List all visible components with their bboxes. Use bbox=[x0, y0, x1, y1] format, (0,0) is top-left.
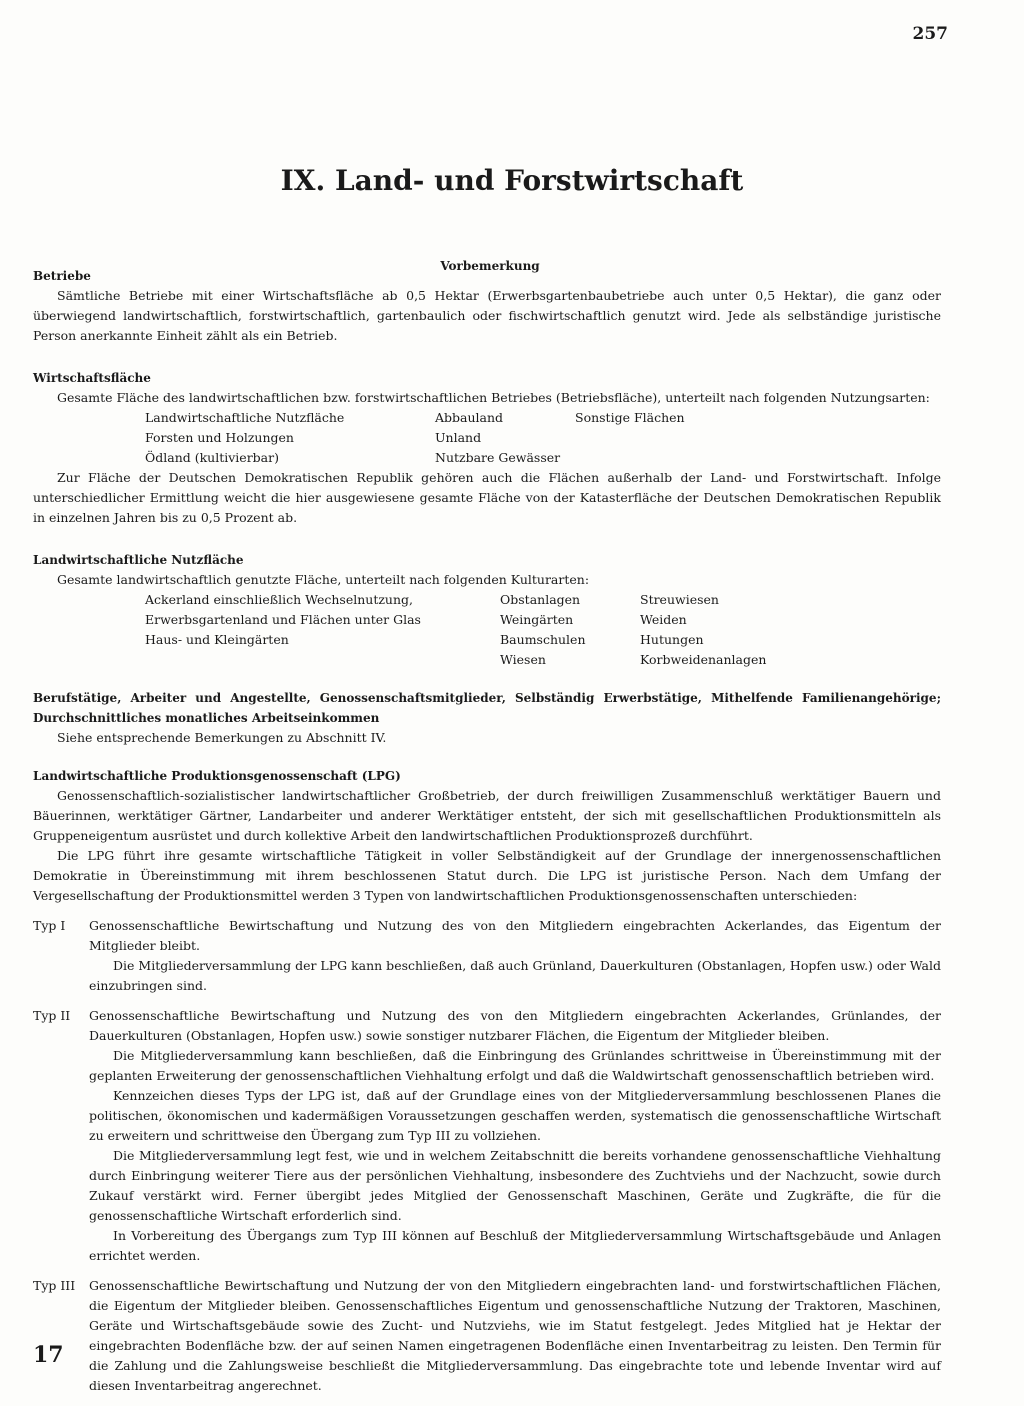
typ-paragraph: Die Mitgliederversammlung legt fest, wie und in welchem Zeitabschnitt die bereits vorhandene genossenschaftliche Viehhaltung durch Einbringung weiterer Tiere aus der persönlichen Viehhaltung, insbesondere des Zuchtviehs und der Nachzucht, sowie durch Zukauf verstärkt wird. Ferner übergibt jedes Mitglied der Genossenschaft Maschinen, Geräte und Zugkräfte, die für die genossenschaftliche Wirtschaft erforderlich sind. bbox=[89, 1148, 941, 1223]
typ-paragraph: Die Mitgliederversammlung kann beschließen, daß die Einbringung des Grünlandes schrittweise in Übereinstimmung mit der geplanten Erweiterung der genossenschaftlichen Viehhaltung erfolgt und daß die Waldwirtschaft genossenschaftlich betrieben wird. bbox=[89, 1048, 941, 1083]
list-item: Landwirtschaftliche Nutzfläche bbox=[145, 410, 345, 425]
typ-paragraph: Genossenschaftliche Bewirtschaftung und Nutzung des von den Mitgliedern eingebrachten Ackerlandes, das Eigentum der Mitglieder bleibt. bbox=[89, 918, 941, 953]
betriebe-text: Sämtliche Betriebe mit einer Wirtschaftsfläche ab 0,5 Hektar (Erwerbsgartenbaubetriebe auch unter 0,5 Hektar), die ganz oder überwiegend landwirtschaftlich, forstwirtschaftlich, gartenbaulich oder fischwirtschaftlich genutzt wird. Jede als selbständige juristische Person anerkannte Einheit zählt als ein Betrieb. bbox=[33, 288, 941, 343]
berufstaetige-text: Siehe entsprechende Bemerkungen zu Abschnitt IV. bbox=[57, 730, 387, 745]
list-item: Abbauland bbox=[435, 410, 504, 425]
chapter-title: IX. Land- und Forstwirtschaft bbox=[280, 164, 744, 197]
typ-label: Typ III bbox=[33, 1278, 76, 1293]
list-item: Nutzbare Gewässer bbox=[435, 450, 561, 465]
lpg-paragraph: Die LPG führt ihre gesamte wirtschaftliche Tätigkeit in voller Selbständigkeit auf der Grundlage der innergenossenschaftlichen Demokratie in Übereinstimmung mit ihrem beschlossenen Statut durch. Die LPG ist juristische Person. Nach dem Umfang der Vergesellschaftung der Produktionsmittel werden 3 Typen von landwirtschaftlichen Produktionsgenossenschaften unterschieden: bbox=[33, 848, 941, 903]
list-item: Obstanlagen bbox=[500, 592, 581, 607]
lpg-heading: Landwirtschaftliche Produktionsgenossenschaft (LPG) bbox=[33, 769, 401, 783]
wirtschaftsflaeche-text: Zur Fläche der Deutschen Demokratischen Republik gehören auch die Flächen außerhalb der Land- und Forstwirtschaft. Infolge unterschiedlicher Ermittlung weicht die hier ausgewiesene gesamte Fläche von der Katasterfläche der Deutschen Demokratischen Republik in einzelnen Jahren bis zu 0,5 Prozent ab. bbox=[33, 470, 941, 525]
sheet-mark: 17 bbox=[33, 1342, 64, 1368]
list-item: Korbweidenanlagen bbox=[640, 652, 767, 667]
list-item: Sonstige Flächen bbox=[575, 410, 685, 425]
typ-paragraph: Genossenschaftliche Bewirtschaftung und Nutzung des von den Mitgliedern eingebrachten Ackerlandes, Grünlandes, der Dauerkulturen (Obstanlagen, Hopfen usw.) sowie sonstiger nutzbarer Flächen, die Eigentum der Mitglieder bleiben. bbox=[89, 1008, 941, 1043]
list-item: Forsten und Holzungen bbox=[145, 430, 294, 445]
typ-paragraph: Genossenschaftliche Bewirtschaftung und Nutzung der von den Mitgliedern eingebrachten land- und forstwirtschaftlichen Flächen, die Eigentum der Mitglieder bleiben. Genossenschaftliches Eigentum und genossenschaftliche Nutzung der Traktoren, Maschinen, Geräte und Wirtschaftsgebäude sowie des Zucht- und Nutzviehs, wie im Statut festgelegt. Jedes Mitglied hat je Hektar der eingebrachten Bodenfläche bzw. der auf seinen Namen eingetragenen Bodenfläche einen Inventarbeitrag zu leisten. Den Termin für die Zahlung und die Zahlungsweise beschließt die Mitgliederversammlung. Das eingebrachte tote und lebende Inventar wird auf diesen Inventarbeitrag angerechnet. bbox=[89, 1278, 941, 1393]
kulturarten-list bbox=[33, 590, 941, 670]
wirtschaftsflaeche-intro: Gesamte Fläche des landwirtschaftlichen bzw. forstwirtschaftlichen Betriebes (Betriebsfläche), unterteilt nach folgenden Nutzungsarten: bbox=[57, 390, 930, 405]
wirtschaftsflaeche-heading: Wirtschaftsfläche bbox=[33, 371, 151, 385]
typ-paragraph: Die Mitgliederversammlung der LPG kann beschließen, daß auch Grünland, Dauerkulturen (Obstanlagen, Hopfen usw.) oder Wald einzubringen sind. bbox=[89, 958, 941, 993]
list-item: Haus- und Kleingärten bbox=[145, 632, 289, 647]
list-item: Weingärten bbox=[500, 612, 574, 627]
typ-ii-block bbox=[33, 1006, 941, 1266]
list-item: Hutungen bbox=[640, 632, 704, 647]
list-item: Ödland (kultivierbar) bbox=[145, 450, 279, 465]
document-body bbox=[33, 266, 941, 1396]
nutzflaeche-heading: Landwirtschaftliche Nutzfläche bbox=[33, 553, 244, 567]
list-item: Wiesen bbox=[500, 652, 546, 667]
list-item: Unland bbox=[435, 430, 482, 445]
list-item: Erwerbsgartenland und Flächen unter Glas bbox=[145, 612, 421, 627]
typ-paragraph: Kennzeichen dieses Typs der LPG ist, daß auf der Grundlage eines von der Mitgliederversammlung beschlossenen Planes die politischen, ökonomischen und kadermäßigen Voraussetzungen geschaffen werden, systematisch die genossenschaftliche Wirtschaft zu erweitern und schrittweise den Übergang zum Typ III zu vollziehen. bbox=[89, 1088, 941, 1143]
berufstaetige-heading: Berufstätige, Arbeiter und Angestellte, Genossenschaftsmitglieder, Selbständig Erwerbstätige, Mithelfende Familienangehörige; Durchschnittliches monatliches Arbeitseinkommen bbox=[33, 691, 941, 725]
typ-iii-block bbox=[33, 1276, 941, 1396]
typ-label: Typ I bbox=[33, 918, 66, 933]
nutzflaeche-intro: Gesamte landwirtschaftlich genutzte Fläche, unterteilt nach folgenden Kulturarten: bbox=[57, 572, 590, 587]
page-number: 257 bbox=[912, 24, 948, 44]
betriebe-heading: Betriebe bbox=[33, 269, 91, 283]
lpg-paragraph: Genossenschaftlich-sozialistischer landwirtschaftlicher Großbetrieb, der durch freiwilligen Zusammenschluß werktätiger Bauern und Bäuerinnen, werktätiger Gärtner, Landarbeiter und anderer Werktätiger entsteht, der sich mit gesellschaftlichen Produktionsmitteln als Gruppeneigentum ausrüstet und durch kollektive Arbeit den landwirtschaftlichen Produktionsprozeß durchführt. bbox=[33, 788, 941, 843]
typ-label: Typ II bbox=[33, 1008, 71, 1023]
list-item: Ackerland einschließlich Wechselnutzung, bbox=[145, 592, 413, 607]
list-item: Weiden bbox=[640, 612, 687, 627]
list-item: Baumschulen bbox=[500, 632, 586, 647]
nutzungsarten-list bbox=[33, 408, 941, 468]
typ-paragraph: In Vorbereitung des Übergangs zum Typ III können auf Beschluß der Mitgliederversammlung Wirtschaftsgebäude und Anlagen errichtet werden. bbox=[89, 1228, 941, 1263]
typ-i-block bbox=[33, 916, 941, 996]
list-item: Streuwiesen bbox=[640, 592, 719, 607]
vorbemerkung-heading: Vorbemerkung bbox=[440, 259, 540, 273]
